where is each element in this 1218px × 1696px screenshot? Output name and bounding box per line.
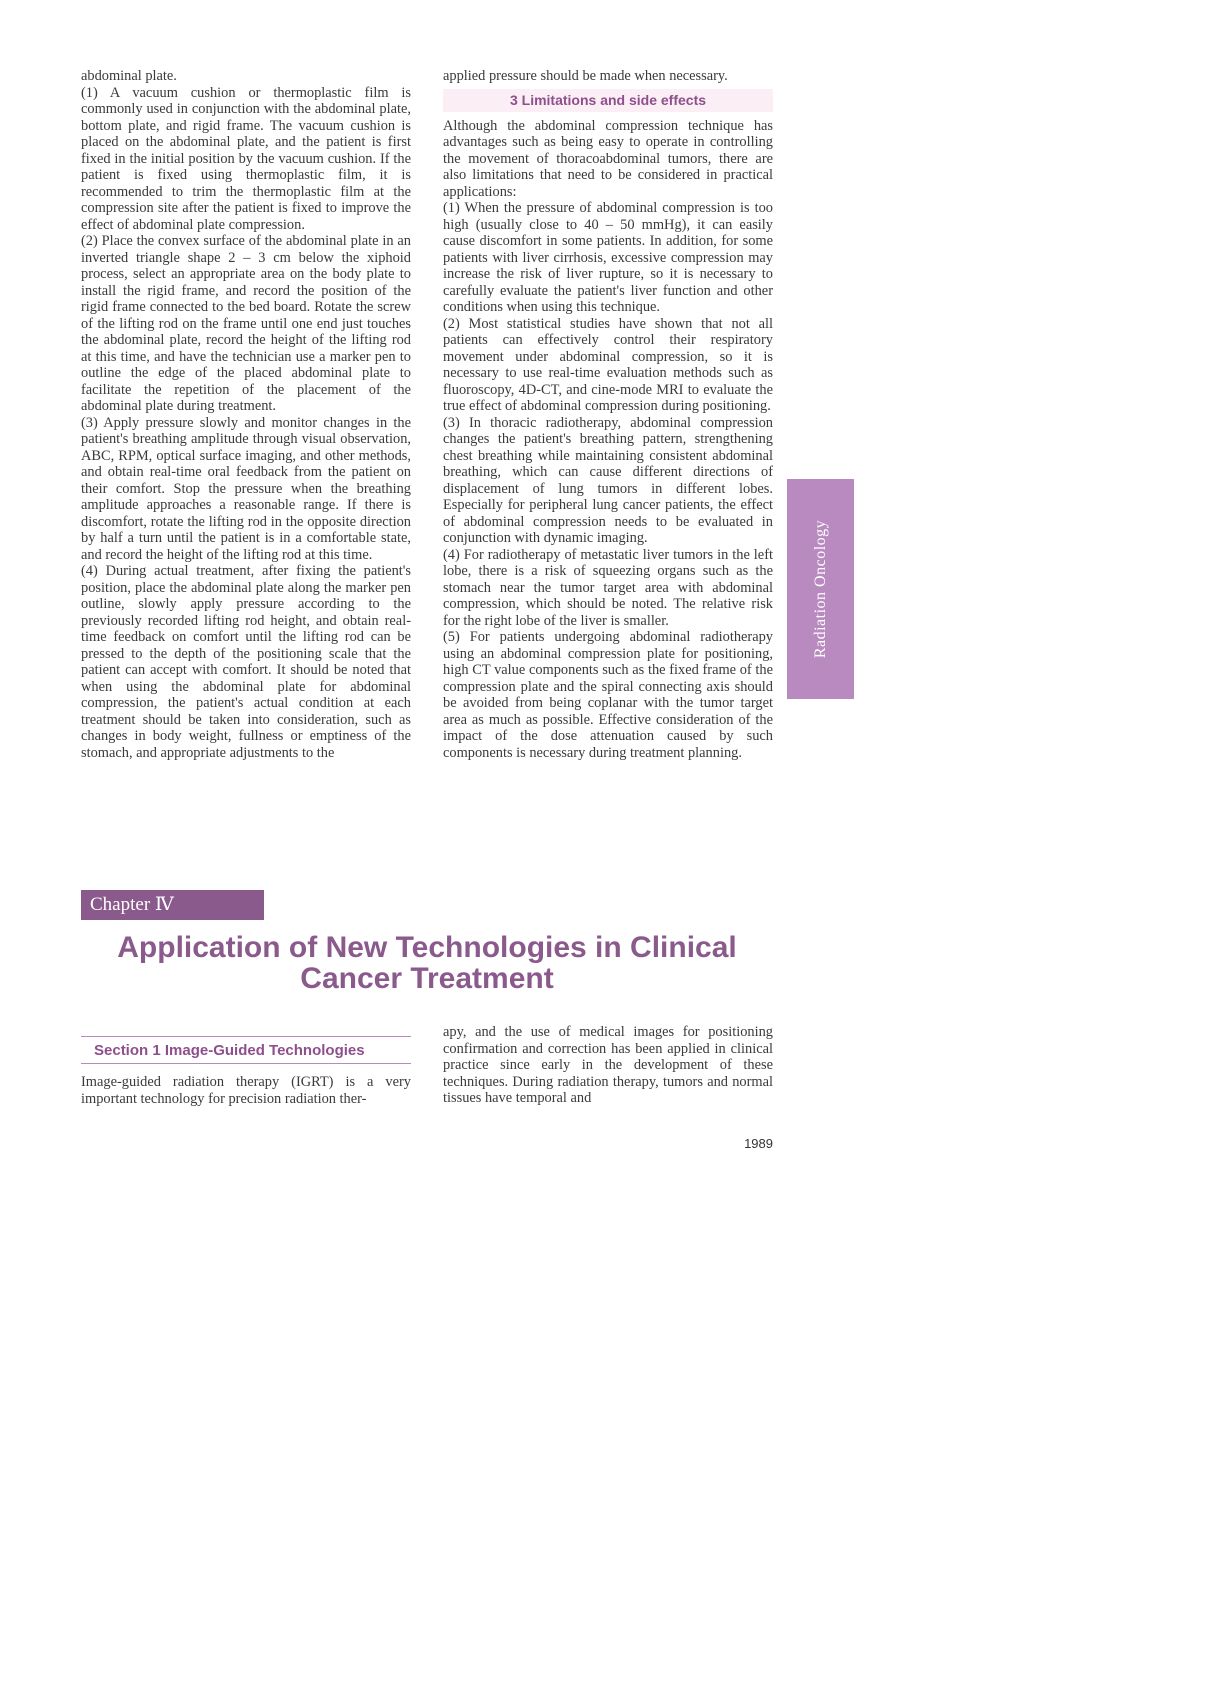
chapter-label: Chapter Ⅳ — [81, 890, 264, 920]
chapter-title-line-2: Cancer Treatment — [300, 962, 554, 995]
left-column-bottom — [81, 1074, 411, 1107]
section-intro-continuation: apy, and the use of medical images for positioning confirmation and correction has been applied in clinical practice since early in the development of these techniques. During radiation therapy, tumors and normal tissues have temporal and — [443, 1024, 773, 1106]
side-tab — [787, 479, 854, 699]
paragraph-limitation-4: (4) For radiotherapy of metastatic liver tumors in the left lobe, there is a risk of squeezing organs such as the stomach near the tumor target area with abdominal compression, which should be noted. The relative risk for the right lobe of the liver is smaller. — [443, 546, 773, 629]
paragraph-limitation-3: (3) In thoracic radiotherapy, abdominal compression changes the patient's breathing pattern, strengthening chest breathing while maintaining consistent abdominal breathing, which can cause different directions of displacement of lung tumors in different lobes. Especially for peripheral lung cancer patients, the effect of abdominal compression needs to be evaluated in conjunction with dynamic imaging. — [443, 414, 773, 546]
side-tab-label: Radiation Oncology — [811, 519, 829, 659]
paragraph-limitation-1: (1) When the pressure of abdominal compression is too high (usually close to 40 – 50 mmHg), it can easily cause discomfort in some patients. In addition, for some patients with liver cirrhosis, excessive compression may increase the risk of liver rupture, so it is necessary to carefully evaluate the patient's liver function and other conditions when using this technique. — [443, 200, 773, 315]
left-column-top — [81, 68, 411, 761]
paragraph-intro: Although the abdominal compression technique has advantages such as being easy to operate in controlling the movement of thoracoabdominal tumors, there are also limitations that need to be considered in practical applications: — [443, 117, 773, 200]
paragraph-step-2: (2) Place the convex surface of the abdominal plate in an inverted triangle shape 2 – 3 cm below the xiphoid process, select an appropriate area on the body plate to install the rigid frame, and record the position of the rigid frame connected to the bed board. Rotate the screw of the lifting rod on the frame until one end just touches the abdominal plate, record the height of the lifting rod at this time, and have the technician use a marker pen to outline the edge of the placed abdominal plate to facilitate the repetition of the placement of the abdominal plate during treatment. — [81, 233, 411, 414]
page-number: 1989 — [744, 1136, 773, 1151]
paragraph-limitation-2: (2) Most statistical studies have shown that not all patients can effectively control their respiratory movement under abdominal compression, so it is necessary to use real-time evaluation methods such as fluoroscopy, 4D-CT, and cine-mode MRI to evaluate the true effect of abdominal compression during positioning. — [443, 315, 773, 414]
section-heading: Section 1 Image-Guided Technologies — [81, 1036, 411, 1064]
paragraph-step-3: (3) Apply pressure slowly and monitor changes in the patient's breathing amplitude through visual observation, ABC, RPM, optical surface imaging, and other methods, and obtain real-time oral feedback from the patient on their comfort. Stop the pressure when the breathing amplitude approaches a reasonable range. If there is discomfort, rotate the lifting rod in the opposite direction by half a turn until the patient is in a comfortable state, and record the height of the lifting rod at this time. — [81, 414, 411, 563]
chapter-title — [81, 932, 773, 994]
paragraph-continuation: applied pressure should be made when necessary. — [443, 68, 728, 84]
right-column-top — [443, 68, 773, 761]
paragraph-limitation-5: (5) For patients undergoing abdominal radiotherapy using an abdominal compression plate for positioning, high CT value components such as the fixed frame of the compression plate and the spiral connecting axis should be avoided from being coplanar with the tumor target area as much as possible. Effective consideration of the impact of the dose attenuation caused by such components is necessary during treatment planning. — [443, 629, 773, 761]
paragraph-step-4: (4) During actual treatment, after fixing the patient's position, place the abdominal plate along the marker pen outline, slowly apply pressure according to the previously recorded lifting rod height, and obtain real-time feedback on comfort until the lifting rod can be pressed to the depth of the positioning scale that the patient can accept with comfort. It should be noted that when using the abdominal plate for abdominal compression, the patient's actual condition at each treatment should be taken into consideration, such as changes in body weight, fullness or emptiness of the stomach, and appropriate adjustments to the — [81, 563, 411, 761]
chapter-title-line-1: Application of New Technologies in Clinical — [117, 931, 737, 964]
paragraph-step-1: (1) A vacuum cushion or thermoplastic film is commonly used in conjunction with the abdominal plate, bottom plate, and rigid frame. The vacuum cushion is placed on the abdominal plate, and the patient is first fixed in the initial position by the vacuum cushion. If the patient is fixed using thermoplastic film, it is recommended to trim the thermoplastic film at the compression site after the patient is fixed to improve the effect of abdominal plate compression. — [81, 84, 411, 233]
subsection-heading: 3 Limitations and side effects — [443, 89, 773, 112]
paragraph-continuation: abdominal plate. — [81, 68, 177, 84]
section-intro-paragraph: Image-guided radiation therapy (IGRT) is a very important technology for precision radiation ther- — [81, 1074, 411, 1107]
right-column-bottom — [443, 1024, 773, 1107]
